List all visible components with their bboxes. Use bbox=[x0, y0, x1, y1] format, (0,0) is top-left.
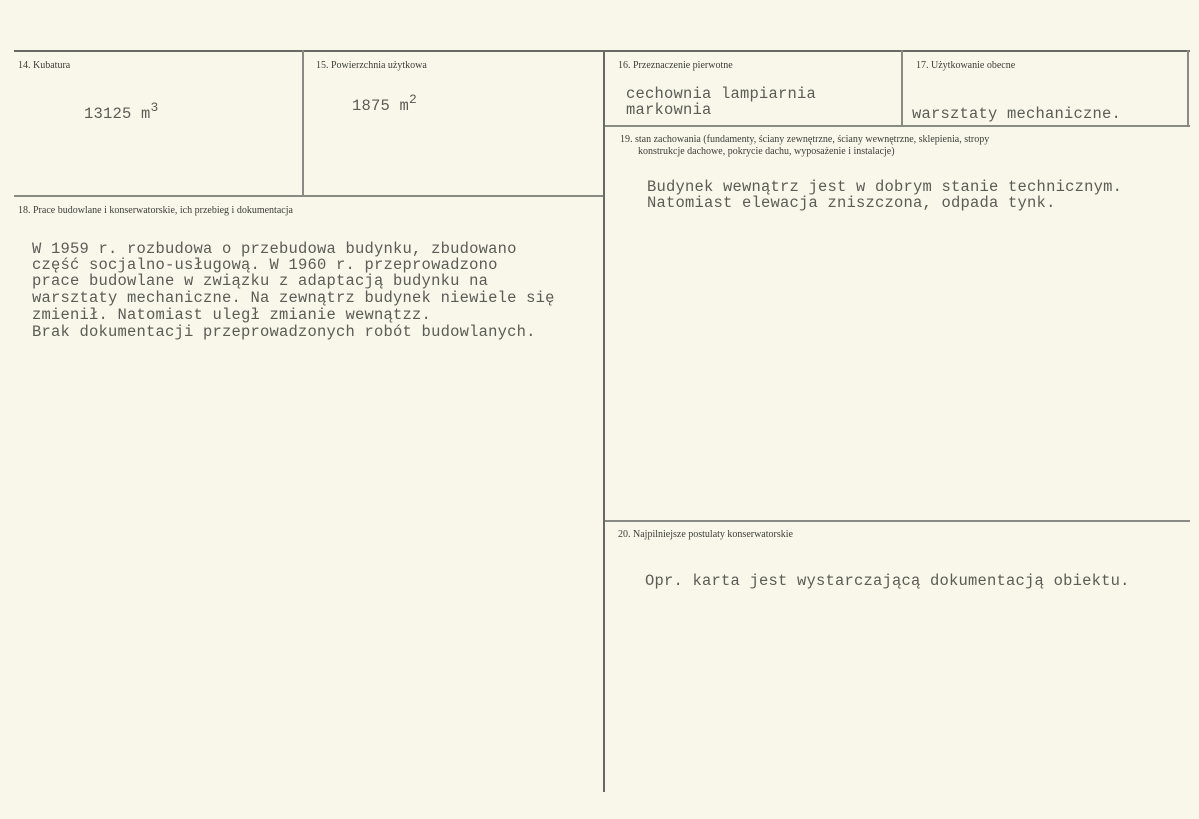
volume-unit: m bbox=[141, 105, 151, 123]
field-15-label: 15. Powierzchnia użytkowa bbox=[316, 60, 427, 71]
field-19-line-1: Budynek wewnątrz jest w dobrym stanie technicznym. bbox=[647, 178, 1123, 196]
field-18-line-3: prace budowlane w związku z adaptacją budynku na bbox=[32, 272, 489, 290]
field-18-label: 18. Prace budowlane i konserwatorskie, ich przebieg i dokumentacja bbox=[18, 205, 293, 216]
row-divider-left bbox=[14, 195, 603, 197]
field-18-line-1: W 1959 r. rozbudowa o przebudowa budynku, zbudowano bbox=[32, 240, 517, 258]
volume-number: 13125 bbox=[84, 105, 132, 123]
field-18-line-4: warsztaty mechaniczne. Na zewnątrz budynek niewiele się bbox=[32, 289, 555, 307]
field-14-value bbox=[84, 100, 159, 123]
field-18-line-5: zmienił. Natomiast uległ zmianie wewnątzz. bbox=[32, 306, 432, 324]
field-18-line-6: Brak dokumentacji przeprowadzonych robót budowlanych. bbox=[32, 323, 536, 341]
field-19-label-line-1: 19. stan zachowania (fundamenty, ściany zewnętrzne, ściany wewnętrzne, sklepienia, stropy bbox=[620, 134, 990, 145]
divider-14-15 bbox=[302, 50, 304, 195]
volume-exponent: 3 bbox=[150, 100, 159, 115]
field-19-label-line-2: konstrukcje dachowe, pokrycie dachu, wyposażenie i instalacje) bbox=[638, 146, 895, 157]
field-17-label: 17. Użytkowanie obecne bbox=[916, 60, 1016, 71]
field-15-value bbox=[352, 92, 418, 115]
area-unit: m bbox=[399, 97, 410, 115]
field-14-label: 14. Kubatura bbox=[18, 60, 71, 71]
field-19-line-2: Natomiast elewacja zniszczona, odpada tynk. bbox=[647, 194, 1056, 212]
field-16-label: 16. Przeznaczenie pierwotne bbox=[618, 60, 733, 71]
row-divider-right-bottom bbox=[605, 520, 1190, 522]
field-16-line-2: markownia bbox=[626, 101, 712, 119]
row-divider-right-top bbox=[605, 125, 1190, 127]
field-18-line-2: część socjalno-usługową. W 1960 r. przeprowadzono bbox=[32, 256, 498, 274]
right-edge-line bbox=[1187, 50, 1189, 125]
field-20-value: Opr. karta jest wystarczającą dokumentacją obiektu. bbox=[645, 572, 1130, 590]
field-17-value: warsztaty mechaniczne. bbox=[912, 105, 1122, 123]
main-vertical-divider bbox=[603, 50, 605, 792]
divider-16-17 bbox=[901, 50, 903, 125]
top-border-line bbox=[14, 50, 1190, 52]
field-16-line-1: cechownia lampiarnia bbox=[626, 85, 817, 103]
field-20-label: 20. Najpilniejsze postulaty konserwatorskie bbox=[618, 529, 793, 540]
area-number: 1875 bbox=[352, 97, 391, 115]
area-exponent: 2 bbox=[409, 92, 418, 107]
